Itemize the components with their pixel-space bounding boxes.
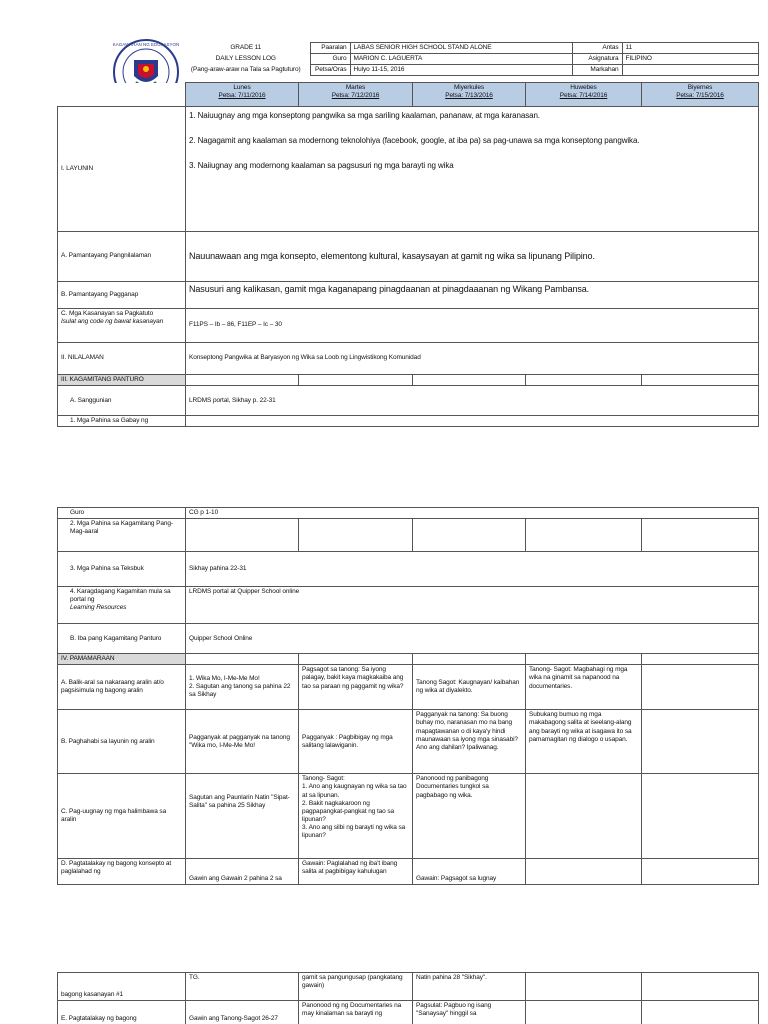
guro-label: Guro	[310, 54, 350, 65]
petsa-value: Hulyo 11-15, 2016	[350, 65, 572, 76]
pag-uugnay-martes: Tanong- Sagot: 1. Ano ang kaugnayan ng wika sa tao at sa lipunan. 2. Bakit nagkakaroon ng pagpapangkat-pangkat ng tao sa lipunan? 3. Ano ang silbi ng barayti ng wika sa lipunan?	[299, 774, 413, 859]
asignatura-value: FILIPINO	[622, 54, 758, 65]
layunin-item-2: 2. Nagagamit ang kaalaman sa modernong teknolohiya (facebook, google, at iba pa) sa pag-unawa sa mga konseptong pangwika.	[189, 135, 640, 145]
balik-aral-label: A. Balik-aral sa nakaraang aralin at/o pagsisimula ng bagong aralin	[58, 665, 186, 710]
paghahabi-huwebes: Subukang bumuo ng mga makabagong salita at iseelang-alang ang barayti ng wika at isagawa ito sa pamamagitan ng dialogo o usapan.	[526, 710, 642, 774]
karagdagang-label: 4. Karagdagang Kagamitan mula sa portal ng Learning Resources	[58, 587, 186, 624]
guro-value-p2: CG p 1-10	[186, 508, 759, 519]
gabay-label: 1. Mga Pahina sa Gabay ng	[58, 416, 186, 427]
antas-value: 11	[622, 43, 758, 54]
paghahabi-lunes: Pagganyak at pagganyak na tanong "Wika mo, I-Me-Me Mo!	[186, 710, 299, 774]
pagtatalakay-2-martes: Panonood ng ng Documentaries na may kinalaman sa barayti ng	[299, 1001, 413, 1024]
pag-uugnay-miyerkules: Panonood ng panibagong Documentaries tungkol sa pagbabago ng wika.	[413, 774, 526, 859]
log-title: DAILY LESSON LOG	[215, 54, 276, 62]
kagamitan-label: III. KAGAMITANG PANTURO	[58, 375, 186, 386]
pagtatalakay-2-lunes: Gawin ang Tanong-Sagot 26-27	[186, 1001, 299, 1024]
pag-uugnay-label: C. Pag-uugnay ng mga halimbawa sa aralin	[58, 774, 186, 859]
kagamitan-mag-aaral-label: 2. Mga Pahina sa Kagamitang Pang-Mag-aaral	[58, 519, 186, 552]
layunin-label: I. LAYUNIN	[58, 107, 186, 232]
log-subtitle: (Pang-araw-araw na Tala sa Pagtuturo)	[190, 65, 301, 73]
day-head-martes: Martes Petsa: 7/12/2016	[299, 83, 413, 107]
teksbuk-value: Sikhay pahina 22-31	[186, 552, 759, 587]
layunin-item-1: 1. Naiuugnay ang mga konseptong pangwika sa mga sariling kaalaman, pananaw, at mga karanasan.	[189, 111, 540, 120]
pagtatalakay-1-lunes: Gawin ang Gawain 2 pahina 2 sa	[186, 859, 299, 885]
balik-aral-huwebes: Tanong- Sagot: Magbahagi ng mga wika na ginamit sa napanood na documentaries.	[526, 665, 642, 710]
pagtatalakay-1-label-cont: bagong kasanayan #1	[58, 973, 186, 1001]
nilalaman-value: Konseptong Pangwika at Baryasyon ng Wika sa Loob ng Lingwistikong Komunidad	[186, 343, 759, 375]
pagtatalakay-1-lunes-cont: TG.	[186, 973, 299, 1001]
layunin-item-3: 3. Naiiugnay ang modernong kaalaman sa pagsusuri ng mga barayti ng wika	[189, 160, 454, 170]
lesson-table-page3	[57, 972, 759, 1024]
sanggunian-label: A. Sanggunian	[58, 386, 186, 416]
pagtatalakay-1-martes: Gawain: Paglalahad ng iba't ibang salita at pagbibigay kahulugan	[299, 859, 413, 885]
balik-aral-miyerkules: Tanong Sagot: Kaugnayan/ kaibahan ng wika at diyalekto.	[413, 665, 526, 710]
teksbuk-label: 3. Mga Pahina sa Teksbuk	[58, 552, 186, 587]
guro-value: MARION C. LAGUERTA	[350, 54, 572, 65]
petsa-label: Petsa/Oras	[310, 65, 350, 76]
nilalaman-label: II. NILALAMAN	[58, 343, 186, 375]
day-head-huwebes: Huwebes Petsa: 7/14/2016	[526, 83, 642, 107]
pagganap-label: B. Pamantayang Pagganap	[58, 282, 186, 309]
guro-label-p2: Guro	[58, 508, 186, 519]
pagtatalakay-2-label: E. Pagtatalakay ng bagong	[58, 1001, 186, 1024]
pamantayan-label: A. Pamantayang Pangnilalaman	[58, 232, 186, 282]
sanggunian-value: LRDMS portal, Sikhay p. 22-31	[186, 386, 759, 416]
paghahabi-miyerkules: Pagganyak na tanong: Sa buong buhay mo, naranasan mo na bang mapagtawanan o di kaya'y hindi maunawaan sa iyong mga sinasabi? Ano ang dahilan? Ipaliwanag.	[413, 710, 526, 774]
iba-label: B. Iba pang Kagamitang Panturo	[58, 624, 186, 654]
day-head-miyerkules: Miyerkules Petsa: 7/13/2016	[413, 83, 526, 107]
grade-label: GRADE 11	[230, 43, 262, 51]
paaralan-value: LABAS SENIOR HIGH SCHOOL STAND ALONE	[350, 43, 572, 54]
svg-text:KAGAWARAN NG EDUKASYON: KAGAWARAN NG EDUKASYON	[112, 42, 180, 47]
asignatura-label: Asignatura	[572, 54, 622, 65]
markahan-value	[622, 65, 758, 76]
antas-label: Antas	[572, 43, 622, 54]
lesson-table-page2	[57, 507, 759, 885]
balik-aral-martes: Pagsagot sa tanong: Sa iyong palagay, bakit kaya magkakaiba ang tao sa paraan ng paggamit ng wika?	[299, 665, 413, 710]
pamamaraan-label: IV. PAMAMARAAN	[58, 654, 186, 665]
kasanayan-label: C. Mga Kasanayan sa Pagkatuto Isulat ang code ng bawat kasanayan	[58, 309, 186, 343]
day-head-biyernes: Biyernes Petsa: 7/15/2016	[642, 83, 759, 107]
pagtatalakay-2-miyerkules: Pagsulat: Pagbuo ng isang "Sanaysay" hinggil sa	[413, 1001, 526, 1024]
markahan-label: Markahan	[572, 65, 622, 76]
kasanayan-value: F11PS – Ib – 86, F11EP – Ic – 30	[186, 309, 759, 343]
iba-value: Quipper School Online	[186, 624, 759, 654]
paaralan-label: Paaralan	[310, 43, 350, 54]
pagtatalakay-1-label: D. Pagtatalakay ng bagong konsepto at paglalahad ng	[58, 859, 186, 885]
pagganap-value: Nasusuri ang kalikasan, gamit mga kaganapang pinagdaanan at pinagdaaanan ng Wikang Pambansa.	[186, 282, 759, 309]
pag-uugnay-lunes: Sagutan ang Paunlarin Natin "Sipat-Salita" sa pahina 25 Sikhay	[186, 774, 299, 859]
header-table	[182, 42, 759, 76]
lesson-table-page1	[57, 82, 759, 427]
pamantayan-value: Nauunawaan ang mga konsepto, elementong kultural, kasaysayan at gamit ng wika sa lipunang Pilipino.	[186, 232, 759, 282]
paghahabi-martes: Pagganyak : Pagbibigay ng mga salitang lalawiganin.	[299, 710, 413, 774]
day-head-lunes: Lunes Petsa: 7/11/2016	[186, 83, 299, 107]
pagtatalakay-1-martes-cont: gamit sa pangungusap (pangkatang gawain)	[299, 973, 413, 1001]
karagdagang-value: LRDMS portal at Quipper School online	[186, 587, 759, 624]
pagtatalakay-1-miyerkules: Gawain: Pagsagot sa lugnay	[413, 859, 526, 885]
layunin-content	[186, 107, 759, 232]
paghahabi-label: B. Paghahabi sa layunin ng aralin	[58, 710, 186, 774]
pagtatalakay-1-miyerkules-cont: Natin pahina 28 "Sikhay".	[413, 973, 526, 1001]
balik-aral-lunes: 1. Wika Mo, I-Me-Me Mo! 2. Sagutan ang tanong sa pahina 22 sa Sikhay	[186, 665, 299, 710]
